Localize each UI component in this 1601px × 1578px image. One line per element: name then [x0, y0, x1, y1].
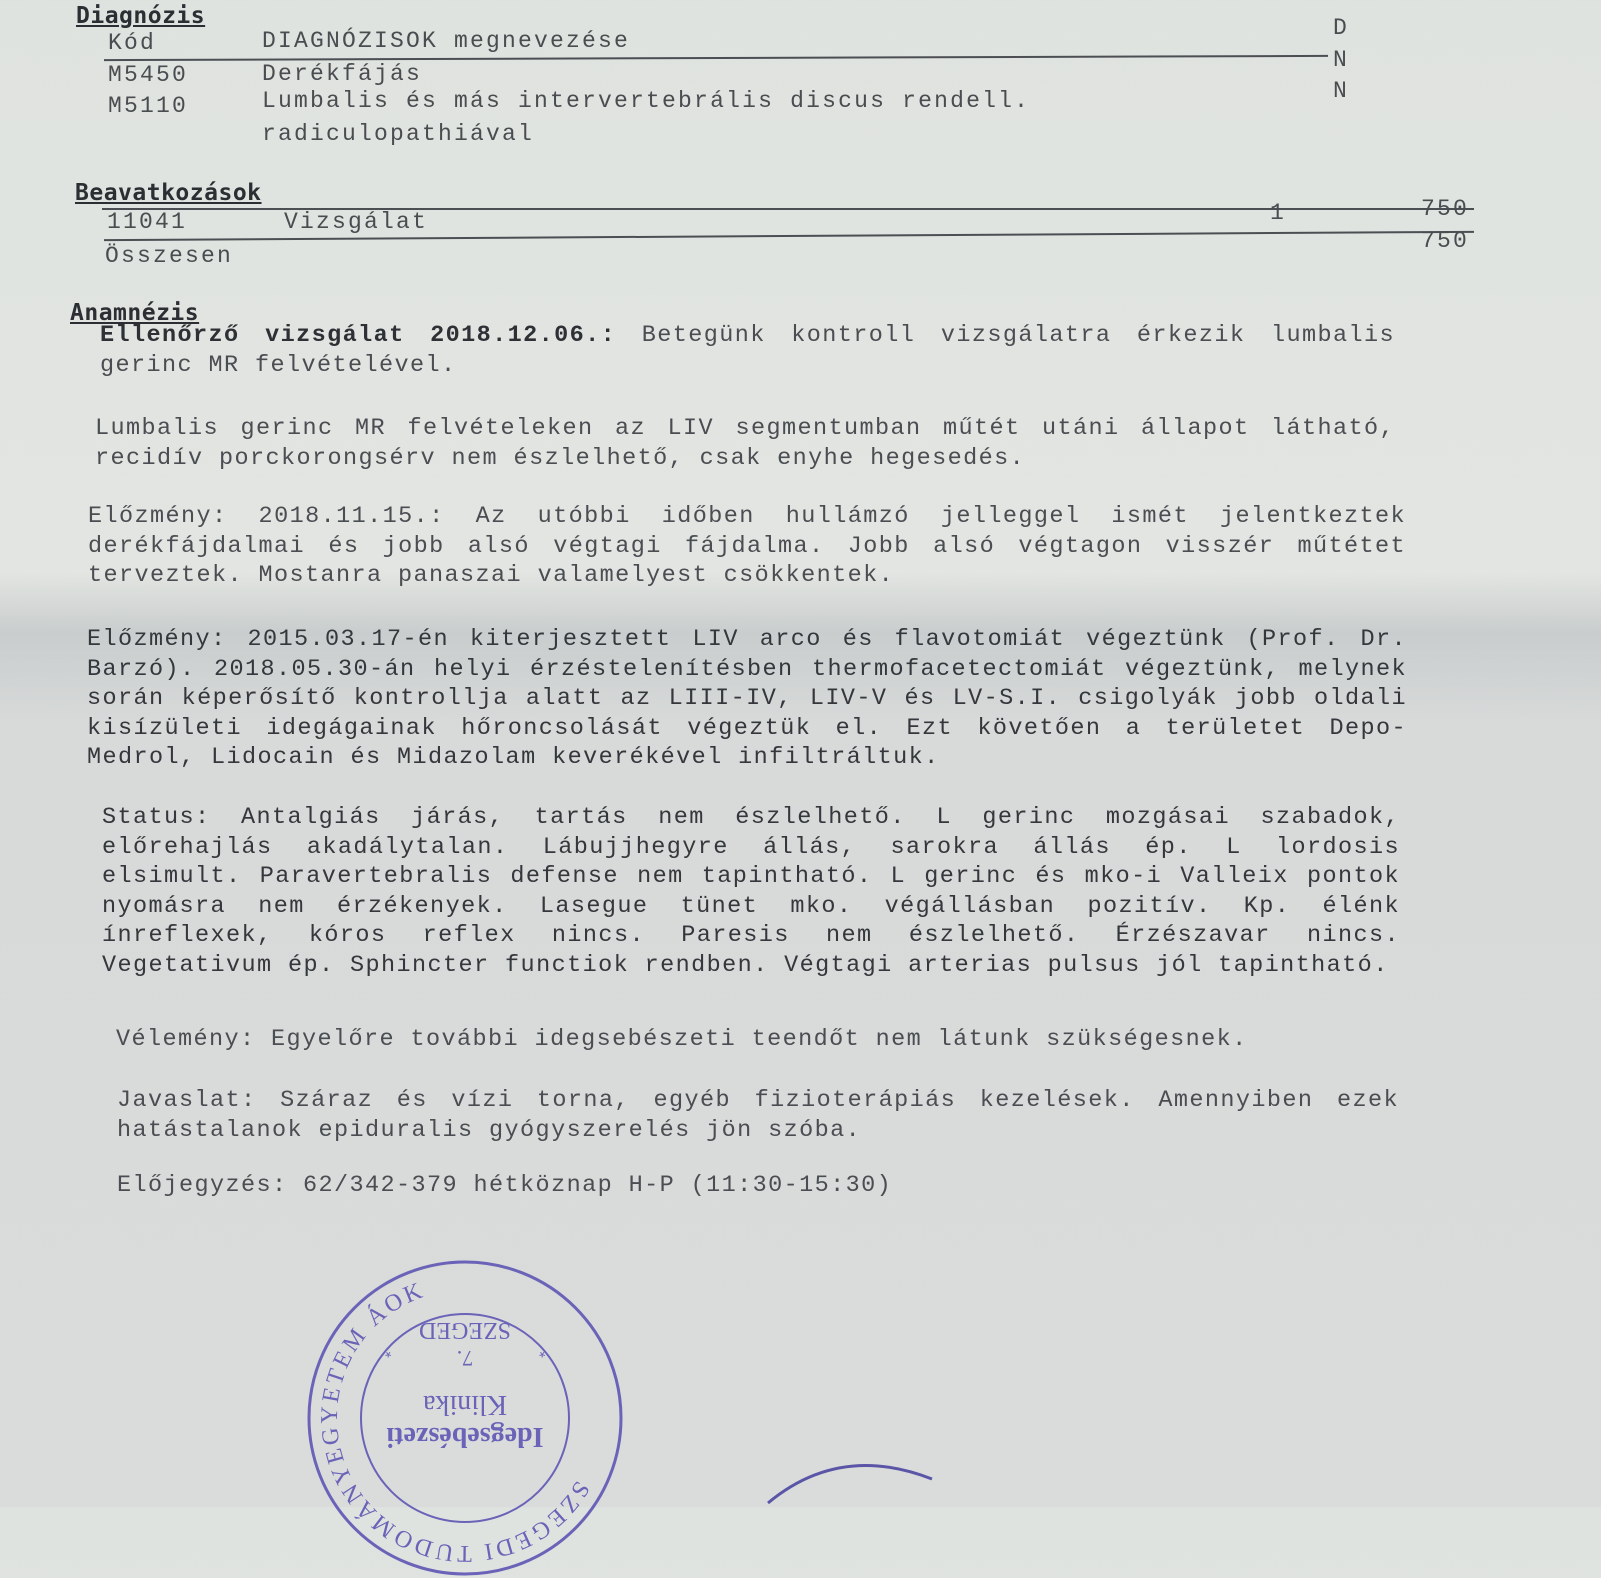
clinic-stamp — [305, 1258, 625, 1578]
diagnosis-row-name: Derékfájás — [262, 61, 423, 87]
stamp-ring-text: SZEGEDI TUDOMÁNYEGYETEM ÁOK — [316, 1277, 595, 1567]
recommendation-paragraph: Javaslat: Száraz és vízi torna, egyéb fizioterápiás kezelések. Amennyiben ezek hatástalanok epiduralis gyógyszerelés jön szóba. — [117, 1087, 1399, 1144]
history-2018-paragraph: Előzmény: 2018.11.15.: Az utóbbi időben hullámzó jelleggel ismét jelentkeztek derékfájdalmai és jobb alsó végtagi fájdalma. Jobb alsó végtagon visszér műtétet terveztek. Mostanra panaszai valamelyest csökkentek. — [88, 503, 1406, 589]
status-paragraph: Status: Antalgiás járás, tartás nem észlelhető. L gerinc mozgásai szabadok, előrehajlás akadálytalan. Lábujjhegyre állás, sarokra állás ép. L lordosis elsimult. Paravertebralis defense nem tapintható. L gerinc és mko-i Valleix pontok nyomásra nem érzékenyek. Lasegue tünet mko. végállásban pozitív. Kp. élénk ínreflexek, kóros reflex nincs. Paresis nem észlelhető. Érzészavar nincs. Vegetativum ép. Sphincter functiok rendben. Végtagi arterias pulsus jól tapintható. — [102, 804, 1400, 979]
stamp-number: 7. — [456, 1346, 474, 1371]
procedure-row-name: Vizsgálat — [284, 209, 429, 235]
anamnesis-section-title: Anamnézis — [70, 300, 200, 326]
procedure-row-code: 11041 — [107, 209, 188, 235]
stamp-line-1: Idegsebészeti — [386, 1421, 544, 1452]
procedures-section-title: Beavatkozások — [75, 180, 262, 206]
diagnosis-header-flag: D — [1333, 15, 1350, 41]
mr-findings-paragraph: Lumbalis gerinc MR felvételeken az LIV segmentumban műtét utáni állapot látható, recidív porckorongsérv nem észlelhető, csak enyhe hegesedés. — [95, 415, 1395, 472]
stamp-star-icon: * — [537, 1341, 547, 1359]
diagnosis-row-name-continued: radiculopathiával — [262, 121, 535, 147]
control-visit-text: Betegünk kontroll vizsgálatra érkezik lumbalis gerinc MR felvételével. — [100, 322, 1395, 379]
stamp-city: SZEGED — [419, 1317, 511, 1343]
diagnosis-section-title: Diagnózis — [76, 3, 206, 29]
procedures-total-value: 750 — [1421, 228, 1470, 254]
control-visit-label: Ellenőrző vizsgálat 2018.12.06.: — [100, 322, 617, 349]
stamp-star-icon: * — [383, 1341, 393, 1359]
procedure-row-points: 750 — [1421, 196, 1470, 222]
opinion-paragraph: Vélemény: Egyelőre további idegsebészeti teendőt nem látunk szükségesnek. — [116, 1026, 1248, 1053]
diagnosis-header-code: Kód — [108, 30, 157, 56]
diagnosis-row-flag: N — [1333, 47, 1350, 73]
second-stamp-edge — [760, 1443, 940, 1507]
stamp-line-2: Klinika — [423, 1389, 507, 1420]
diagnosis-row-code: M5450 — [108, 62, 189, 88]
diagnosis-row-code: M5110 — [108, 93, 189, 119]
appointment-line: Előjegyzés: 62/342-379 hétköznap H-P (11:30-15:30) — [117, 1172, 893, 1199]
procedures-total-label: Összesen — [105, 243, 234, 269]
history-2015-paragraph: Előzmény: 2015.03.17-én kiterjesztett LIV arco és flavotomiát végeztünk (Prof. Dr. Barzó). 2018.05.30-án helyi érzéstelenítésben thermofacetectomiát végeztünk, melynek során képerősítő kontrollja alatt az LIII-IV, LIV-V és LV-S.I. csigolyák jobb oldali kisízületi idegágainak hőroncsolását végeztük el. Ezt követően a területet Depo-Medrol, Lidocain és Midazolam keverékével infiltráltuk. — [87, 626, 1407, 771]
diagnosis-row-name: Lumbalis és más intervertebrális discus rendell. — [262, 88, 1031, 114]
procedure-row-qty: 1 — [1270, 200, 1287, 226]
diagnosis-header-name: DIAGNÓZISOK megnevezése — [262, 28, 631, 54]
diagnosis-row-flag: N — [1333, 78, 1350, 104]
control-visit-paragraph — [100, 321, 1395, 380]
